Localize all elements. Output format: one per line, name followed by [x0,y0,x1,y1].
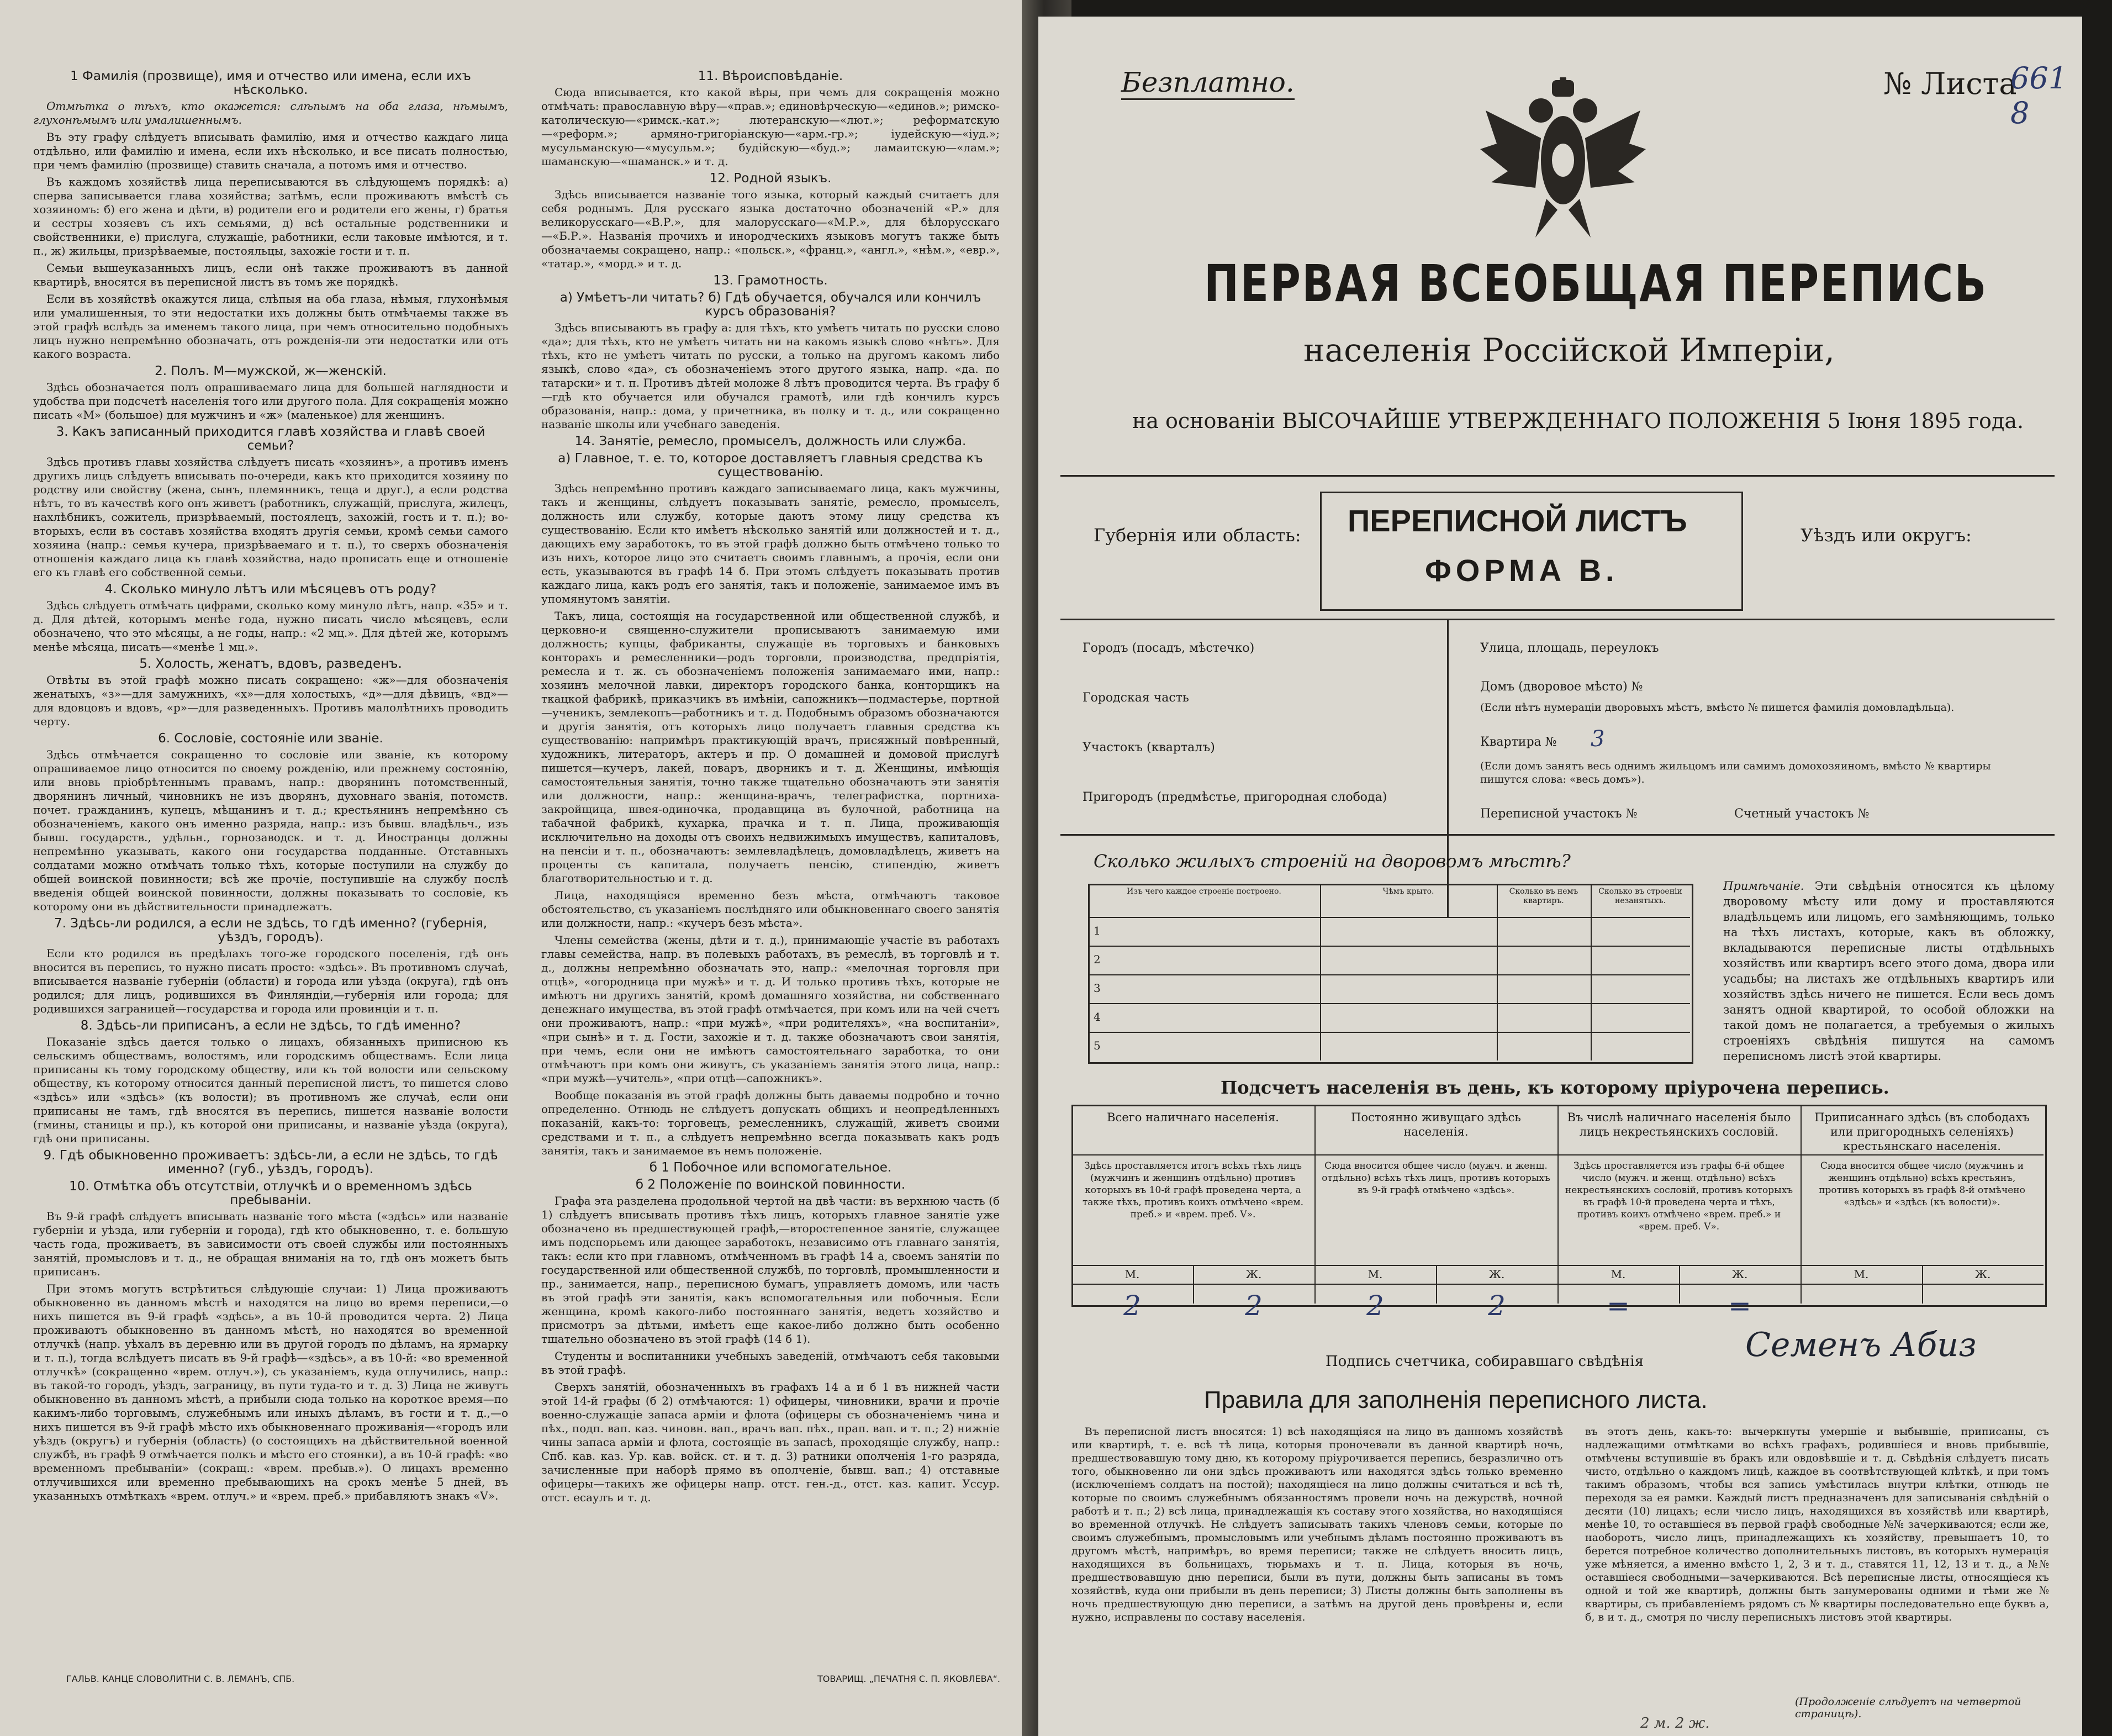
apartment-note: (Если домъ занятъ весь однимъ жильцомъ или самимъ домохозяиномъ, вмѣсто № квартиры пишутся слова: «весь домъ»). [1480,760,1991,785]
section-heading: 11. Вѣроисповѣданіе. [698,69,843,83]
instruction-paragraph: Графа эта разделена продольной чертой на двѣ части: въ верхнюю часть (б 1) слѣдуетъ вписывать противъ тѣхъ лицъ, которыхъ главное занятіе уже обозначено въ предшествующей графѣ,—второстепенное занятіе, служащее имъ подспорьемъ или дающее заработокъ, независимо отъ главнаго занятія, такъ: если кто при главномъ, отмѣченномъ въ графѣ 14 а, своемъ занятіи по государственной или общественной службѣ, по торговлѣ, промышленности и пр., занимается, напр., переписною бумагъ, управляетъ домомъ, или часть въ этой графѣ эти занятія, какъ вспомогательныя или побочныя. Если женщина, кромѣ какого-либо постояннаго занятія, ведетъ хозяйство и присмотръ за дѣтьми, имѣетъ еще какое-либо должно быть особенно тщательно обозначено въ этой графѣ (14 б 1). [541,1194,1000,1345]
table-divider [1320,884,1321,1060]
count-value: 2 [1123,1290,1141,1322]
bottom-note: 2 м. 2 ж. [1640,1715,1710,1732]
city-label: Городъ (посадъ, мѣстечко) [1083,641,1255,655]
male-subheader: М. [1124,1268,1140,1281]
instruction-paragraph: Если въ хозяйствѣ окажутся лица, слѣпыя на оба глаза, нѣмыя, глухонѣмыя или умалишенныя, то эти недостатки ихъ должны быть отмѣчаемы также въ этой графѣ вслѣдъ за именемъ такого лица, при чемъ относительно подобныхъ лицъ нужно непремѣнно обозначать, отъ рожденія-ли эти недостатки или отъ какого возраста. [33,292,508,361]
buildings-row-number: 3 [1094,982,1101,995]
instruction-paragraph: Семьи вышеуказанныхъ лицъ, если онѣ также проживаютъ въ данной квартирѣ, вносятся въ переписной листъ въ томъ же порядкѣ. [33,261,508,288]
table-row-line [1088,946,1690,947]
table-row-line [1088,1032,1690,1033]
table-divider [1922,1265,1923,1304]
legal-basis: на основаніи ВЫСОЧАЙШЕ УТВЕРЖДЕННАГО ПОЛОЖЕНІЯ 5 Іюня 1895 года. [1132,409,2024,433]
instruction-paragraph: Здѣсь противъ главы хозяйства слѣдуетъ писать «хозяинъ», а противъ именъ другихъ лицъ слѣдуетъ вписывать по-очереди, какъ кто приходится хозяину по родству или свойству (жена, сынъ, племянникъ, теща и друг.), а если родства нѣтъ, то въ качествѣ кого онъ живетъ (работникъ, служащій, прислуга, жилецъ, нахлѣбникъ, сожитель, призрѣваемый, постоялецъ, захожій, гость и т. п.); во-вторыхъ, если въ составъ хозяйства входятъ другія семьи, кромѣ семьи самого хозяина (напр.: семья кучера, призрѣваемаго и т. п.), то сверхъ обозначенія отношенія каждаго лица къ главѣ хозяйства, надо прописать еще и отношеніе его къ главѣ его собственной семьи. [33,455,508,579]
male-subheader: М. [1854,1268,1869,1281]
instruction-paragraph: Показаніе здѣсь дается только о лицахъ, обязанныхъ приписною къ сельскимъ обществамъ, волостямъ, или городскимъ обществамъ. Если лица приписаны къ тому городскому обществу, или къ той волости или сельскому обществу, къ которому относится данный переписной листъ, то пишется слово «здѣсь» или «здѣсь» (къ волости); въ противномъ же случаѣ, если они приписаны не тамъ, гдѣ вносятся въ перепись, пишется названіе волости (гмины, станицы и пр.), къ которой они приписаны, и названіе уѣзда (округа), гдѣ они приписаны. [33,1035,508,1145]
section-heading: 4. Сколько минуло лѣтъ или мѣсяцевъ отъ роду? [104,582,437,597]
street-label: Улица, площадь, переулокъ [1480,641,1659,655]
instruction-paragraph: Здѣсь слѣдуетъ отмѣчать цифрами, сколько кому минуло лѣтъ, напр. «35» и т. д. Для дѣтей, которымъ менѣе года, нужно писать число мѣсяцевъ, если обозначено, что это мѣсяцы, а не годы, напр.: «2 мц.». Для дѣтей же, которымъ менѣе мѣсяца, писать—«менѣе 1 мц.». [33,599,508,653]
district-label: Уѣздъ или округъ: [1801,525,1972,546]
count-table-header: Въ числѣ наличнаго населенія было лицъ некрестьянскихъ сословій. [1567,1111,1791,1138]
divider [1447,619,1449,917]
instructions-column-1 [33,66,508,1624]
section-label: Участокъ (кварталъ) [1083,741,1215,754]
census-title: ПЕРВАЯ ВСЕОБЩАЯ ПЕРЕПИСЬ [1204,254,1988,313]
instruction-paragraph: Въ эту графу слѣдуетъ вписывать фамилію, имя и отчество каждаго лица отдѣльно, или фамилію и имена, если ихъ нѣсколько, и все писать полностью, при чемъ фамилію (прозвище) ставить сначала, а потомъ имя и отчество. [33,130,508,171]
left-page [0,0,1022,1736]
section-heading: б 2 Положеніе по воинской повинности. [635,1178,906,1192]
buildings-row-number: 4 [1094,1010,1101,1023]
instruction-paragraph: Отвѣты въ этой графѣ можно писать сокращено: «ж»—для обозначенія женатыхъ, «з»—для замужнихъ, «х»—для холостыхъ, «д»—для дѣвицъ, «вд»—для вдовцовъ и вдовъ, «р»—для разведенныхъ. Противъ малолѣтнихъ проводить черту. [33,673,508,728]
note-text: Эти свѣдѣнія относятся къ цѣлому дворовому мѣсту или дому и проставляются владѣльцемъ или лицомъ, его замѣняющимъ, только на тѣхъ листахъ, которые, какъ въ обложку, вкладываются переписные листы отдѣльныхъ хозяйствъ или квартиръ всего этого дома, двора или усадьбы; на листахъ же отдѣльныхъ квартиръ или хозяйствъ здѣсь ничего не пишется. Если весь домъ занятъ одной квартирой, то особой обложки на такой домъ не полагается, а требуемыя о жилыхъ строеніяхъ свѣдѣнія пишутся на самомъ переписномъ листѣ этой квартиры. [1723,879,2055,1063]
buildings-table-header: Изъ чего каждое строеніе построено. [1127,887,1281,896]
instruction-paragraph: Лица, находящіяся временно безъ мѣста, отмѣчаютъ таковое обстоятельство, съ указаніемъ послѣдняго или обыкновеннаго своего занятія или должности, напр.: «кучеръ безъ мѣста». [541,889,1000,930]
instruction-paragraph: Если кто родился въ предѣлахъ того-же городского поселенія, гдѣ онъ вносится въ перепись, то нужно писать просто: «здѣсь». Въ противномъ случаѣ, вписывается названіе губерніи (области) и города или уѣзда (округа), гдѣ онъ родился; для лицъ, родившихся въ Финляндіи,—губернія или города; для родившихся заграницей—государства и города или провинціи и т. п. [33,947,508,1015]
section-heading: а) Главное, т. е. то, которое доставляетъ главныя средства къ существованію. [558,451,983,479]
rule [1060,475,2055,477]
instruction-paragraph: Члены семейства (жены, дѣти и т. д.), принимающіе участіе въ работахъ главы семейства, напр. въ полевыхъ работахъ, въ ремеслѣ, въ торговлѣ и т. д., должны непремѣнно обозначать это, напр.: «мелочная торговля при отцѣ», «огородница при мужѣ» и т. д. И только противъ тѣхъ, которые не имѣютъ ни другихъ занятій, кромѣ домашняго хозяйства, ни собственнаго денежнаго имущества, въ этой графѣ отмѣчается, при комъ или на чей счетъ они проживаютъ, напр.: «при мужѣ», «при родителяхъ», «на воспитаніи», «при сынѣ» и т. д. Гости, захожіе и т. д. также обозначаютъ свои занятія, при чемъ, если они не имѣютъ самостоятельнаго заработка, то они отмѣчаютъ при комъ они живутъ, съ указаніемъ занятія этого лица, напр.: «при мужѣ—учитель», «при отцѣ—сапожникъ». [541,933,1000,1085]
form-subtitle: ФОРМА В. [1425,553,1619,588]
note-block [1723,878,2055,1064]
sheet-number-value: 661 8 [2010,61,2068,130]
section-heading: 8. Здѣсь-ли приписанъ, а если не здѣсь, то гдѣ именно? [80,1019,461,1033]
section-heading: 3. Какъ записанный приходится главѣ хозяйства и главѣ своей семьи? [56,425,485,453]
count-area-label: Счетный участокъ № [1734,807,1870,821]
buildings-table-header: Чѣмъ крыто. [1382,887,1434,896]
instruction-paragraph: Здѣсь вписываютъ въ графу а: для тѣхъ, кто умѣетъ читать по русски слово «да»; для тѣхъ, кто не умѣетъ читать ни на какомъ языкѣ слово «нѣтъ». Для тѣхъ, кто не умѣетъ читать по русски, а только на другомъ какомъ либо языкѣ, слово «да», съ обозначеніемъ этого другого языка, напр. «да. по татарски» и т. п. Противъ дѣтей моложе 8 лѣтъ проводится черта. Въ графу б—гдѣ кто обучается или обучался грамотѣ, или гдѣ кончилъ курсъ образованія, напр.: дома, у причетника, въ полку и т. д., или сокращенно названіе школы или учебнаго заведенія. [541,321,1000,431]
rules-title: Правила для заполненія переписного листа. [1204,1386,1708,1413]
instruction-paragraph: Сюда вписывается, кто какой вѣры, при чемъ для сокращенія можно отмѣчать: православную вѣру—«прав.»; единовѣрческую—«единов.»; римско-католическую—«римск.-кат.»; лютеранскую—«лют.»; реформатскую—«реформ.»; армяно-григоріанскую—«арм.-гр.»; іудейскую—«іуд.»; мусульманскую—«мусульм.»; будійскую—«буд.»; ламаитскую—«лам.»; шаманскую—«шаманск.» и т. д. [541,86,1000,168]
count-value: 2 [1366,1290,1384,1322]
section-heading: 12. Родной языкъ. [709,171,832,186]
printer-footer-right: ТОВАРИЩ. „ПЕЧАТНЯ С. П. ЯКОВЛЕВА“. [817,1674,1000,1684]
section-heading: 2. Полъ. М—мужской, ж—женскій. [155,364,387,378]
instruction-paragraph: Такъ, лица, состоящія на государственной или общественной службѣ, и церковно-и священно-служители прописываютъ занимаемую ими должность; купцы, фабриканты, служащіе въ торговыхъ и банковыхъ конторахъ и ремесленники—родъ торговли, производства, предпріятія, ремесла и т. ж. съ обозначеніемъ положенія занимаемаго ими, напр.: хозяинъ мелочной лавки, директоръ городского банка, конторщикъ на ткацкой фабрикѣ, приказчикъ въ имѣніи, сапожникъ—подмастерье, портной—ученикъ, землекопъ—работникъ и т. д. Подобнымъ образомъ обозначаются и другія занятія, отъ которыхъ лицо получаетъ главныя средства къ существованію: напримѣръ практикующій врачъ, присяжный повѣренный, художникъ, литераторъ, актеръ и пр. О домашней и домовой прислугѣ пишется—кучеръ, лакей, поваръ, дворникъ и т. д. Женщины, имѣющія самостоятельныя занятія, точно также тщательно обозначаютъ эти занятія или должности, напр.: женщина-врачъ, телеграфистка, портниха-закройщица, швея-одиночка, продавщица въ булочной, работница на табачной фабрикѣ, кухарка, прачка и т. п. Лица, проживающія исключительно на доходы отъ своихъ недвижимыхъ имуществъ, капиталовъ, на пенсіи и т. п., обозначаютъ: землевладѣлецъ, домовладѣлецъ, живетъ на проценты съ капитала, получаетъ пенсію, стипендію, живетъ благотворительностью и т. д. [541,609,1000,885]
section-heading: 9. Гдѣ обыкновенно проживаетъ: здѣсь-ли, а если не здѣсь, то гдѣ именно? (губ., уѣздъ, городъ). [43,1148,498,1176]
buildings-row-number: 1 [1094,924,1101,937]
male-subheader: М. [1367,1268,1383,1281]
buildings-table-header: Сколько въ немъ квартиръ. [1509,887,1578,905]
section-heading: 10. Отмѣтка объ отсутствіи, отлучкѣ и о временномъ здѣсь пребываніи. [69,1179,472,1207]
count-table-description: Сюда вносится общее число (мужч. и женщ. отдѣльно) всѣхъ тѣхъ лицъ, противъ которыхъ въ 9-й графѣ отмѣчено «здѣсь». [1322,1160,1550,1196]
table-row-line [1088,1003,1690,1004]
instructions-column-2 [541,66,1000,1624]
count-table-description: Здѣсь проставляется итогъ всѣхъ тѣхъ лицъ (мужчинъ и женщинъ отдѣльно) противъ которыхъ въ 10-й графѣ проведена черта, а также тѣхъ, противъ коихъ отмѣчено «врем. преб.» и «врем. преб. V». [1082,1160,1304,1220]
right-page [1038,17,2082,1736]
count-table-header: Постоянно живущаго здѣсь населенія. [1351,1111,1521,1138]
buildings-table [1088,884,1693,1064]
city-part-label: Городская часть [1083,691,1189,705]
buildings-row-number: 5 [1094,1039,1101,1052]
signature-label: Подпись счетчика, собиравшаго свѣдѣнія [1326,1353,1644,1370]
province-label: Губернія или область: [1094,525,1301,546]
enumerator-signature: Семенъ Абиз [1745,1326,1977,1364]
instruction-paragraph: Здѣсь вписывается названіе того языка, который каждый считаетъ для себя роднымъ. Для русскаго языка достаточно обозначеній «Р.» для великорусскаго—«В.Р.», для малорусскаго—«М.Р.», для бѣлорусскаго—«Б.Р.». Названія прочихъ и инородческихъ языковъ могутъ также быть обозначаемы сокращено, напр.: «польск.», «франц.», «англ.», «нѣм.», «евр.», «татар.», «морд.» и т. д. [541,188,1000,270]
count-table-description: Сюда вносится общее число (мужчинъ и женщинъ отдѣльно) всѣхъ крестьянъ, противъ которыхъ въ графѣ 8-й отмѣчено «здѣсь» и «здѣсь (къ волости)». [1819,1160,2025,1208]
section-heading: 5. Холость, женатъ, вдовъ, разведенъ. [139,657,402,671]
apartment-label: Квартира № [1480,735,1557,749]
instruction-paragraph: Здѣсь непремѣнно противъ каждаго записываемаго лица, какъ мужчины, такъ и женщины, слѣдуетъ показывать занятіе, ремесло, промыселъ, должность или службу, которые даютъ этому лицу средства къ существованію. Если кто имѣетъ нѣсколько занятій или должностей и т. д., дающихъ ему заработокъ, то въ этой графѣ должно быть отмѣчено только то изъ нихъ, которое лицо это считаетъ своимъ главнымъ, а прочія, если они есть, указываются въ графѣ 14 б. При этомъ слѣдуетъ показывать против каждаго лица, какъ родъ его занятія, такъ и положеніе, занимаемое имъ въ упомянутомъ занятіи. [541,482,1000,605]
house-label: Домъ (дворовое мѣсто) № [1480,680,1643,694]
instruction-paragraph: Въ 9-й графѣ слѣдуетъ вписывать названіе того мѣста («здѣсь» или названіе губерніи и уѣзда, или губерніи и города), гдѣ кто обыкновенно, т. е. большую часть года, проживаетъ, въ зависимости отъ своей службы или постоянныхъ занятій, промысловъ и т. д., не обращая вниманія на то, гдѣ онъ можетъ быть приписанъ. [33,1210,508,1278]
instruction-paragraph: Въ каждомъ хозяйствѣ лица переписываются въ слѣдующемъ порядкѣ: а) сперва записывается глава хозяйства; затѣмъ, если проживаютъ вмѣстѣ съ хозяиномъ: б) его жена и дѣти, в) родители его и родители его жены, г) братья и сестры хозяевъ съ ихъ семьями, д) всѣ остальные родственники и свойственники, е) прислуга, служащіе, работники, если таковые имѣются, и т. п., ж) жильцы, призрѣваемые, постояльцы, захожіе гости и т. п. [33,175,508,257]
section-heading: 1 Фамилія (прозвище), имя и отчество или имена, если ихъ нѣсколько. [70,69,471,97]
count-value: 2 [1245,1290,1263,1322]
section-heading: 13. Грамотность. [713,273,828,288]
count-table-description: Здѣсь проставляется изъ графы 6-й общее число (мужч. и женщ. отдѣльно) всѣхъ некрестьянскихъ сословій, противъ которыхъ въ графѣ 10-й проведена черта и тѣхъ, противъ коихъ отмѣчено «врем. преб.» и «врем. преб. V». [1565,1160,1793,1232]
instruction-paragraph: Студенты и воспитанники учебныхъ заведеній, отмѣчаютъ себя таковыми въ этой графѣ. [541,1349,1000,1376]
rules-continue: (Продолженіе слѣдуетъ на четвертой страницѣ). [1795,1696,2021,1720]
buildings-question: Сколько жилыхъ строеній на дворовомъ мѣстѣ? [1094,851,1571,872]
buildings-row-number: 2 [1094,953,1101,966]
free-label: Безплатно. [1121,66,1295,100]
sheet-number-label: № Листа [1883,66,2017,101]
rules-left-column: Въ переписной листъ вносятся: 1) всѣ находящіяся на лицо въ данномъ хозяйствѣ или квартирѣ, т. е. всѣ тѣ лица, которыя проночевали въ данной квартирѣ ночь, предшествовавшую тому дню, къ которому пріурочивается перепись, безразлично отъ того, обыкновенно ли они здѣсь проживаютъ или находятся здѣсь только временно (исключеніемъ солдатъ на постой); находящіеся на лицо должны считаться и всѣ тѣ, которые по своимъ служебнымъ обязанностямъ провели ночь на дежурствѣ, ночной работѣ и т. п.; 2) всѣ лица, принадлежащія къ составу этого хозяйства, но находящіяся во временной отлучкѣ. Не слѣдуетъ записывать такихъ членовъ семьи, которые по своимъ служебнымъ, промысловымъ или учебнымъ дѣламъ постоянно проживаютъ въ другомъ мѣстѣ, напримѣръ, во время переписи; также не слѣдуетъ вносить лицъ, находящихся въ больницахъ, тюрьмахъ и т. п. Лица, которыя въ ночь, предшествовавшую дню переписи, были въ пути, должны быть записаны въ томъ хозяйствѣ, куда они прибыли въ день переписи; 3) Листы должны быть заполнены въ ночь предшествующую дню переписи, а затѣмъ на другой день провѣрены и, если нужно, исправлены по составу населенія. [1071,1426,1563,1623]
instruction-paragraph: Сверхъ занятій, обозначенныхъ въ графахъ 14 а и б 1 въ нижней части этой 14-й графы (б 2) отмѣчаются: 1) офицеры, чиновники, врачи и прочіе военно-служащіе запаса арміи и флота (офицеры съ обозначеніемъ чина и пѣх., подп. вап. каз. чиновн. вап., врачъ вап. пѣх., прап. вап. и т. п.; 2) нижніе чины запаса арміи и флота, состоящіе въ запасѣ, проходящіе службу, напр.: Спб. кав. каз. Ур. кав. войск. ст. и т. д. 3) ратники ополченія 1-го разряда, зачисленные при наборѣ прямо въ ополченіе, бывш. вап.; 4) отставные офицеры—такихъ же офицеры напр. отст. ген.-д., отст. каз. капит. Уссур. отст. есаулъ и т. д. [541,1380,1000,1504]
rule [1060,619,2055,620]
table-divider [1679,1265,1680,1304]
buildings-table-header: Сколько въ строеніи незанятыхъ. [1598,887,1682,905]
rule [1060,834,2055,836]
female-subheader: Ж. [1731,1268,1748,1281]
count-value: = [1607,1290,1630,1322]
instruction-paragraph: Отмѣтка о тѣхъ, кто окажется: слѣпымъ на оба глаза, нѣмымъ, глухонѣмымъ или умалишеннымъ. [33,99,508,126]
apartment-value: 3 [1591,726,1605,752]
section-heading: б 1 Побочное или вспомогательное. [649,1160,892,1175]
count-value: = [1728,1290,1751,1322]
form-title: ПЕРЕПИСНОЙ ЛИСТЪ [1348,503,1687,538]
section-heading: а) Умѣетъ-ли читать? б) Гдѣ обучается, обучался или кончилъ курсъ образованія? [559,291,981,319]
rules-right-column: въ этотъ день, какъ-то: вычеркнуты умершіе и выбывшіе, приписаны, съ надлежащими отмѣтками во всѣхъ графахъ, родившіеся и вновь прибывшіе, отмѣчены вступившіе въ бракъ или овдовѣвшіе и т. д. Свѣдѣнія слѣдуетъ писать чисто, отдѣльно о каждомъ лицѣ, каждое въ соотвѣтствующей клѣткѣ, и при томъ такимъ образомъ, чтобы вся запись умѣстилась внутри клѣтки, отнюдь не переходя за ея рамки. Каждый листъ предназначенъ для записыванія свѣдѣній о десяти (10) лицахъ; если число лицъ, находящихся въ хозяйствѣ или квартирѣ, менѣе 10, то оставшіеся въ первой графѣ свободные №№ зачеркиваются; если же, наоборотъ, число лицъ, принадлежащихъ къ хозяйству, превышаетъ 10, то берется потребное количество дополнительныхъ листовъ, въ которыхъ нумерація уже мѣняется, а именно вмѣсто 1, 2, 3 и т. д., ставятся 11, 12, 13 и т. д., а №№ оставшіеся свободными—зачеркиваются. Всѣ переписные листы, относящіеся къ одной и той же квартирѣ, должны быть занумерованы одними и тѣми же № квартиры, съ прибавленіемъ рядомъ съ № квартиры последовательно еще буквъ а, б, в и т. д., смотря по числу переписныхъ листовъ этой квартиры. [1585,1426,2049,1623]
table-divider [1591,884,1592,1060]
section-heading: 6. Сословіе, состояніе или званіе. [158,731,383,746]
instruction-paragraph: Здѣсь отмѣчается сокращенно то сословіе или званіе, къ которому опрашиваемое лицо относится по своему рожденію, или прежнему состоянію, или вновь пріобрѣтеннымъ правамъ, напр.: дворянинъ потомственный, дворянинъ личный, чиновникъ не изъ дворянъ, духовнаго званія, потомств. почет. гражданинъ, купецъ, мѣщанинъ и т. д.; крестьянинъ непремѣнно съ обозначеніемъ, какого онъ именно разряда, напр.: изъ бывш. владѣльч., изъ бывш. государств., удѣльн., горнозаводск. и т. д. Иностранцы должны непремѣнно указывать, какого они государства подданные. Отставныхъ солдатами можно отмѣчать только тѣхъ, которые поступили на службу до общей воинской повинности; всѣ же прочіе, поступившіе на службу послѣ введенія общей воинской повинности, должны показывать то сословіе, къ которому они въ дѣйствительности принадлежатъ. [33,748,508,913]
table-divider [1497,884,1498,1060]
section-heading: 14. Занятіе, ремесло, промыселъ, должность или служба. [574,434,967,448]
instruction-paragraph: При этомъ могутъ встрѣтиться слѣдующіе случаи: 1) Лица проживаютъ обыкновенно въ данномъ мѣстѣ и находятся на лицо во время переписи,—о нихъ пишется въ 9-й графѣ «здѣсь», а въ 10-й проводится черта. 2) Лица проживаютъ обыкновенно въ данномъ мѣстѣ, но находятся во временной отлучкѣ (напр. уѣхалъ въ деревню или въ другой городъ по дѣламъ, на ярмарку и т. п.), тогда вслѣдуетъ писать въ 9-й графѣ—«здѣсь», а въ 10-й: «во временной отлучкѣ» (сокращенно «врем. отлуч.»), съ указаніемъ, куда отлучились, напр.: въ такой-то городъ, уѣздъ, заграницу, въ пути туда-то и т. д. 3) Лица не живутъ обыкновенно въ данномъ мѣстѣ, а прибыли сюда только на короткое время—по какимъ-либо торговымъ, служебнымъ или иныхъ дѣламъ, въ гости и т. д.,—о нихъ пишется въ 9-й графѣ мѣсто ихъ обыкновеннаго проживанія—«городъ или уѣздъ (округъ) и губернія (область) (о состоящихъ на дѣйствительной военной службѣ, въ графѣ 9 отмѣчается полкъ и мѣсто его стоянки), а въ 10-й графѣ: «во временномъ пребываніи» (сокращ.: «врем. пребыв.»). О лицахъ временно отлучившихся или временно пребывающихъ на срокъ менѣе 5 дней, въ указанныхъ отмѣткахъ «врем. отлуч.» и «врем. преб.» прибавляютъ знакъ «V». [33,1282,508,1502]
table-divider [1193,1265,1194,1304]
count-table-header: Приписаннаго здѣсь (въ слободахъ или пригородныхъ селеніяхъ) крестьянскаго населенія. [1814,1111,2030,1153]
census-area-label: Переписной участокъ № [1480,807,1638,821]
table-row-line [1088,974,1690,975]
male-subheader: М. [1611,1268,1626,1281]
table-row-line [1088,917,1690,918]
count-table-header: Всего наличнаго населенія. [1107,1111,1279,1124]
female-subheader: Ж. [1488,1268,1505,1281]
section-heading: 7. Здѣсь-ли родился, а если не здѣсь, то гдѣ именно? (губернія, уѣздъ, городъ). [54,916,488,944]
suburb-label: Пригородъ (предмѣстье, пригородная слобода) [1083,790,1387,804]
note-title: Примѣчаніе. [1723,879,1804,893]
count-value: 2 [1488,1290,1506,1322]
double-eagle-emblem [1475,77,1651,243]
instruction-paragraph: Вообще показанія въ этой графѣ должны быть даваемы подробно и точно определенно. Отнюдь не слѣдуетъ допускать общихъ и неопредѣленныхъ показаній, какъ-то: торговецъ, ремесленникъ, служащій, живетъ своими средствами и т. п., а слѣдуетъ непремѣнно всегда показывать какъ родъ занятія, такъ и занимаемое въ немъ положеніе. [541,1089,1000,1157]
census-subtitle: населенія Россійской Имперіи, [1303,331,1835,369]
printer-footer-left: ГАЛЬВ. КАНЦЕ СЛОВОЛИТНИ С. В. ЛЕМАНЪ, СПБ. [66,1674,295,1684]
female-subheader: Ж. [1974,1268,1991,1281]
table-divider [1436,1265,1437,1304]
count-title: Подсчетъ населенія въ день, къ которому пріурочена перепись. [1221,1077,1889,1098]
house-note: (Если нѣтъ нумераціи дворовыхъ мѣстъ, вмѣсто № пишется фамилія домовладѣльца). [1480,701,1955,714]
instruction-paragraph: Здѣсь обозначается полъ опрашиваемаго лица для большей наглядности и удобства при подсчетѣ населенія того или другого пола. Для сокращенія можно писать «М» (большое) для мужчинъ и «ж» (маленькое) для женщинъ. [33,381,508,421]
female-subheader: Ж. [1245,1268,1262,1281]
